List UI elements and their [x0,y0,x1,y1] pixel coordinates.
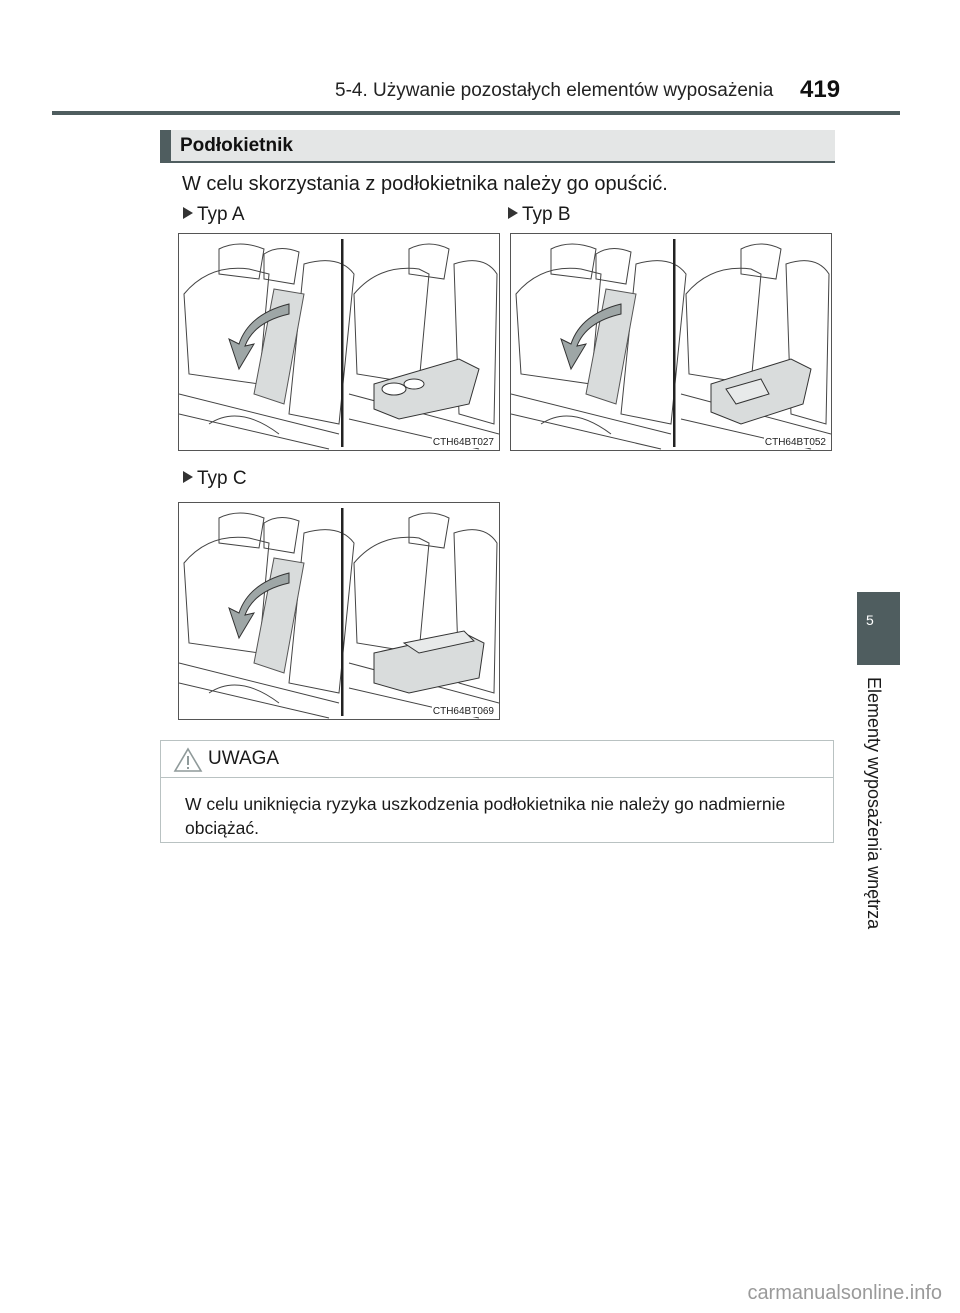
bullet-triangle-icon [183,471,193,483]
section-heading-accent-bar [160,130,171,161]
figure-label-text: Typ A [197,204,245,225]
section-heading-text: Podłokietnik [180,135,293,156]
chapter-number: 5 [866,612,874,628]
warning-triangle-icon [173,747,203,773]
armrest-illustration-icon [179,234,500,451]
figure-label-typ-c [183,468,247,490]
warning-text: W celu uniknięcia ryzyka uszkodzenia podłokietnika nie należy go nadmiernie obciążać. [185,794,786,838]
figure-typ-a [178,233,500,451]
page-number: 419 [800,76,841,103]
figure-typ-c [178,502,500,720]
figure-code: CTH64BT027 [432,437,494,448]
figure-label-text: Typ B [522,204,571,225]
armrest-illustration-icon [179,503,500,720]
warning-box [160,740,834,843]
header-section-title: 5-4. Używanie pozostałych elementów wyposażenia [335,80,774,101]
bullet-triangle-icon [183,207,193,219]
figure-label-text: Typ C [197,468,247,489]
figure-code: CTH64BT069 [432,706,494,717]
figure-code: CTH64BT052 [764,437,826,448]
chapter-tab [857,592,900,665]
intro-paragraph: W celu skorzystania z podłokietnika należy go opuścić. [182,173,668,195]
figure-typ-b [510,233,832,451]
bullet-triangle-icon [508,207,518,219]
warning-header [161,741,833,778]
figure-label-typ-b [508,204,571,226]
chapter-title-vertical: Elementy wyposażenia wnętrza [864,677,884,930]
header-divider [52,111,900,115]
armrest-illustration-icon [511,234,832,451]
watermark: carmanualsonline.info [747,1282,942,1304]
figure-label-typ-a [183,204,245,226]
warning-title: UWAGA [208,748,280,769]
section-heading [160,130,835,163]
